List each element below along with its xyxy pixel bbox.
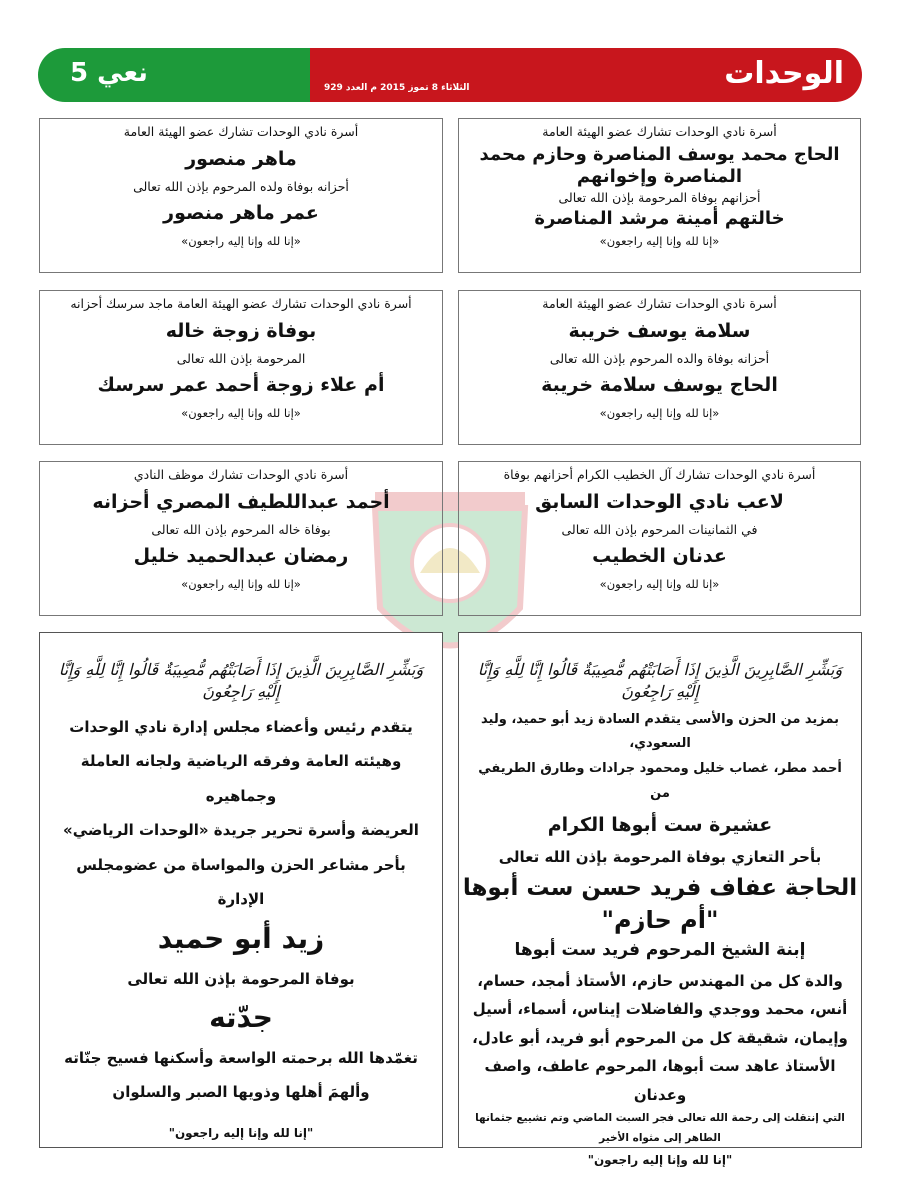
page-header bbox=[38, 48, 862, 102]
notice-deceased: أم علاء زوجة أحمد عمر سرسك bbox=[97, 374, 385, 397]
notice-mid: أحزانه بوفاة والده المرحوم بإذن الله تعالى bbox=[549, 350, 770, 366]
deceased-relation: جدّته bbox=[209, 1001, 273, 1035]
notice-deceased: عمر ماهر منصور bbox=[163, 202, 319, 225]
issue-date-line: الثلاثاء 8 تموز 2015 م العدد 929 bbox=[324, 83, 470, 93]
quran-verse: وَبَشِّرِ الصَّابِرِينَ الَّذِينَ إِذَا أَصَابَتْهُم مُّصِيبَةٌ قَالُوا إِنَّا لِلَّهِ وَإِنَّا إِلَيْهِ رَاجِعُونَ bbox=[477, 660, 843, 702]
notice-paragraph: الأستاذ عاهد ست أبوها، المرحوم عاطف، واصف وعدنان bbox=[484, 1057, 836, 1104]
notice-paragraph: بوفاة المرحومة بإذن الله تعالى bbox=[127, 969, 355, 988]
header-red-middle bbox=[310, 48, 610, 102]
notice-names: سلامة يوسف خريبة bbox=[568, 319, 751, 342]
notice-closing: «إنا لله وإنا إليه راجعون» bbox=[599, 406, 720, 420]
notice-closing: «إنا لله وإنا إليه راجعون» bbox=[599, 234, 720, 248]
notice-deceased: عدنان الخطيب bbox=[592, 545, 727, 568]
deceased-name: الحاجة عفاف فريد حسن ست أبوها bbox=[462, 875, 858, 902]
newspaper-logo: الوحدات bbox=[724, 56, 844, 91]
notice-names: بوفاة زوجة خاله bbox=[165, 319, 317, 342]
notice-intro: أسرة نادي الوحدات تشارك عضو الهيئة العامة bbox=[123, 124, 359, 139]
notice-names: أحمد عبداللطيف المصري أحزانه bbox=[92, 490, 390, 513]
tribe-name: عشيرة ست أبوها الكرام bbox=[547, 813, 773, 836]
condolence-notice-large bbox=[458, 632, 862, 1168]
notice-paragraph: التي إنتقلت إلى رحمة الله تعالى فجر السبت الماضي وتم تشييع جثمانها الطاهر إلى مثواه الأخير bbox=[475, 1112, 845, 1145]
notice-box bbox=[39, 290, 443, 445]
notice-box bbox=[458, 461, 861, 616]
notice-closing: "إنا لله وإنا إليه راجعون" bbox=[587, 1153, 733, 1168]
notice-paragraph: بمزيد من الحزن والأسى يتقدم السادة زيد أبو حميد، وليد السعودي، bbox=[481, 711, 839, 752]
notice-intro: أسرة نادي الوحدات تشارك عضو الهيئة العامة bbox=[542, 296, 777, 311]
notice-paragraph: بأحر التعازي بوفاة المرحومة بإذن الله تعالى bbox=[498, 847, 822, 866]
notice-paragraph: والدة كل من المهندس حازم، الأستاذ أمجد، حسام، bbox=[477, 971, 843, 990]
notice-names: لاعب نادي الوحدات السابق bbox=[535, 490, 784, 513]
notice-mid: بوفاة خاله المرحوم بإذن الله تعالى bbox=[151, 521, 331, 537]
notice-mid: في الثمانينات المرحوم بإذن الله تعالى bbox=[561, 521, 758, 537]
notice-mid: أحزانه بوفاة ولده المرحوم بإذن الله تعالى bbox=[133, 178, 349, 194]
notice-paragraph: وألهمَ أهلها وذويها الصبر والسلوان bbox=[112, 1083, 370, 1102]
notice-deceased: خالتهم أمينة مرشد المناصرة bbox=[534, 207, 785, 229]
notice-paragraph: وإيمان، شقيقة كل من المرحوم أبو فريد، أبو عادل، bbox=[472, 1028, 848, 1047]
notice-intro: أسرة نادي الوحدات تشارك عضو الهيئة العامة bbox=[542, 124, 777, 139]
notice-closing: «إنا لله وإنا إليه راجعون» bbox=[181, 406, 301, 420]
notice-names: الحاج محمد يوسف المناصرة وحازم محمد المناصرة وإخوانهم bbox=[479, 143, 840, 188]
notice-closing: "إنا لله وإنا إليه راجعون" bbox=[168, 1125, 314, 1140]
notice-paragraph: أحمد مطر، غصاب خليل ومحمود جرادات وطارق الطريفي من bbox=[478, 761, 842, 801]
notice-paragraph: تغمّدها الله برحمته الواسعة وأسكنها فسيح جنّاته bbox=[64, 1048, 418, 1067]
deceased-kunya: "أم حازم" bbox=[601, 905, 719, 934]
notice-box bbox=[39, 118, 443, 273]
notice-paragraph: يتقدم رئيس وأعضاء مجلس إدارة نادي الوحدات bbox=[69, 717, 413, 736]
quran-verse: وَبَشِّرِ الصَّابِرِينَ الَّذِينَ إِذَا أَصَابَتْهُم مُّصِيبَةٌ قَالُوا إِنَّا لِلَّهِ وَإِنَّا إِلَيْهِ رَاجِعُونَ bbox=[58, 660, 424, 702]
condolence-notice-large bbox=[39, 632, 443, 1148]
deceased-lineage: إبنة الشيخ المرحوم فريد ست أبوها bbox=[514, 940, 806, 961]
section-title: نعي 5 bbox=[70, 58, 148, 88]
member-name: زيد أبو حميد bbox=[157, 921, 325, 955]
notice-closing: «إنا لله وإنا إليه راجعون» bbox=[599, 577, 720, 591]
notice-intro: أسرة نادي الوحدات تشارك آل الخطيب الكرام أحزانهم بوفاة bbox=[503, 467, 816, 482]
notice-deceased: الحاج يوسف سلامة خريبة bbox=[541, 374, 778, 397]
notice-intro: أسرة نادي الوحدات تشارك موظف النادي bbox=[133, 467, 349, 482]
notice-intro: أسرة نادي الوحدات تشارك عضو الهيئة العامة ماجد سرسك أحزانه bbox=[70, 296, 412, 311]
notice-box bbox=[458, 118, 861, 273]
notice-box bbox=[39, 461, 443, 616]
notice-names: ماهر منصور bbox=[185, 147, 297, 170]
notice-mid: أحزانهم بوفاة المرحومة بإذن الله تعالى bbox=[558, 189, 761, 205]
notice-box bbox=[458, 290, 861, 445]
notice-paragraph: وهيئته العامة وفرقه الرياضية ولجانه العاملة وجماهيره bbox=[80, 752, 402, 805]
notice-paragraph: العريضة وأسرة تحرير جريدة «الوحدات الرياضي» bbox=[63, 821, 419, 840]
notice-deceased: رمضان عبدالحميد خليل bbox=[133, 545, 349, 568]
notice-closing: «إنا لله وإنا إليه راجعون» bbox=[181, 234, 301, 248]
notice-closing: «إنا لله وإنا إليه راجعون» bbox=[181, 577, 301, 591]
notice-paragraph: أنس، محمد ووجدي والفاضلات إيناس، أسماء، أسيل bbox=[472, 1000, 848, 1019]
notice-paragraph: بأحر مشاعر الحزن والمواساة من عضومجلس الإدارة bbox=[76, 855, 406, 909]
notice-mid: المرحومة بإذن الله تعالى bbox=[176, 350, 306, 366]
